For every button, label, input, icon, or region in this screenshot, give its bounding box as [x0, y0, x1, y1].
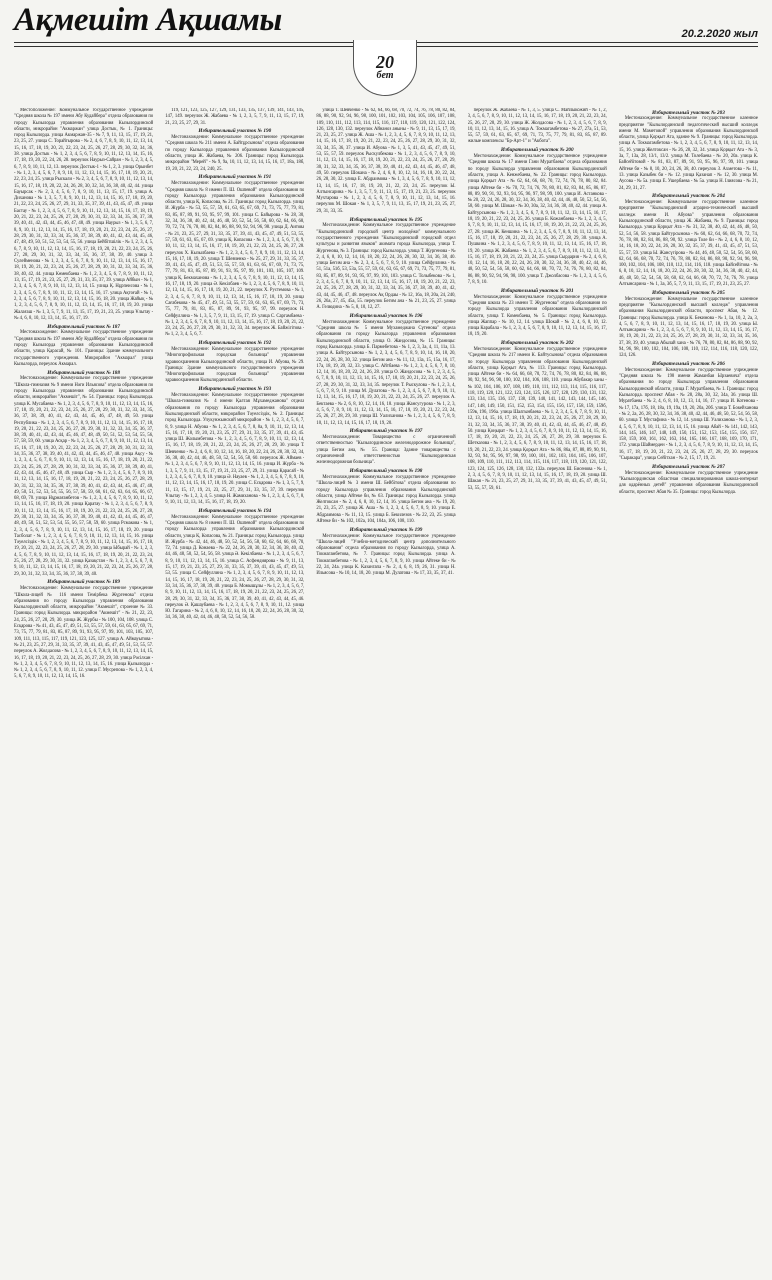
text-column-5	[619, 108, 758, 1272]
section-title: Избирательный участок № 187	[47, 323, 120, 330]
section-body: Местонахождение: Коммунальное государственное учреждение "Многопрофильная городская больница" управления здравоохранения Кызылординской области, улица И. Абуова, № 29. Граница: Здание коммунального государственного учреждения "Многопрофильная городская больница" управления здравоохранения Кызылординской области.	[165, 346, 305, 384]
section-title: Избирательный участок № 207	[652, 463, 725, 470]
section-body: Местонахождение: Коммунальное государственное учреждение "Средняя школа № 217 имени К. Байтусынова" отдела образования по городу Кызылорда управления образования Кызылординской области, улица Қорқыт Ата, № 113. Границы: город Кызылорда. улица Айтеке би - № 64, 66, 68, 70, 72, 74, 76, 78, 80, 82, 84, 86, 88, 90, 92, 94, 96, 98, 100, 102, 104, 106, 108, 110. улица Абубакир ханы - № 102, 104, 106, 107, 108, 109, 110, 111, 112, 113, 114, 115, 116, 117, 118, 119, 120, 121, 122, 123, 124, 125, 126, 127, 128, 129, 130, 131, 132, 133, 134, 135, 136, 137, 138, 139, 140, 141, 142, 143, 144, 145, 146, 147, 148, 149, 150, 151, 152, 153, 154, 155, 156, 157, 158, 159, 159б, 159в, 196, 196а. улица Шалгынбаева - № 1, 2, 3, 4, 5, 6, 7, 8, 9, 10, 11, 12, 13, 14, 15, 16, 17, 18, 19, 20, 21, 22, 23, 24, 25, 26, 27, 28, 29, 30, 31, 32, 33, 34, 35, 36, 37, 38, 39, 40, 41, 42, 43, 44, 45, 46, 47, 48, 49, 50. улица Қоңырат - № 1, 2, 3, 4, 5, 6, 7, 8, 9, 10, 11, 12, 13, 14, 15, 16, 17, 18, 19, 20, 21, 22, 23, 24, 25, 26, 27, 28, 29, 30. переулок Б. Шетказова - № 1, 2, 3, 4, 5, 6, 7, 8, 9, 10, 11, 12, 13, 14, 15, 16, 17, 18, 19, 20, 21, 22, 23, 24. улица Қорқыт Ата - № 86, 86а, 87, 88, 89, 90, 91, 92, 93, 94, 95, 96, 97, 98, 99, 100, 101, 102, 103, 104, 105, 106, 107, 108, 109, 110, 111, 112, 113, 114, 115, 116, 117, 118, 119, 120, 121, 122, 123, 124, 125, 126, 128, 130, 132, 132а. переулок Ш. Бисенова - № 1, 2, 3, 4, 5, 6, 7, 8, 9, 10, 11, 12, 13, 14, 15, 16, 17, 18, 19, 20. улица Ш. Шакая - № 21, 23, 25, 27, 29, 31, 33, 35, 37, 39, 41, 43, 45, 47, 49, 51, 53, 55, 57, 59, 61.	[467, 346, 607, 491]
section-title: Избирательный участок № 205	[652, 289, 725, 296]
section-body: Местонахождение: Товарищество с ограниченной ответственностью "Кызылординское железнодорожное больница", улица Бегим ана, № 55. Граница: Здание товарищества с ограниченной ответственностью "Кызылординская железнодорожная больница".	[316, 435, 456, 466]
section-title: Избирательный участок № 188	[47, 369, 120, 376]
section-body: улица Т. Шевченко - № 62, 64, 66, 68, 70, 72, 74, 76, 78, 80, 82, 84, 86, 88, 90, 92, 94, 96, 98, 100, 101, 102, 103, 104, 105, 106, 107, 108, 109, 110, 111, 112, 113, 114, 115, 116, 117, 118, 119, 120, 121, 122, 124, 126, 128, 130, 132. переулок Айнаноз аныны - № 9, 11, 13, 15, 17, 19, 21, 23, 25, 27. улица Ж. Аша - № 1, 2, 3, 4, 5, 6, 7, 8, 9, 10, 11, 12, 13, 14, 15, 16, 17, 18, 19, 20, 21, 22, 23, 24, 25, 26, 27, 28, 29, 30, 31, 32, 33, 34, 35, 36, 37. улица И. Абуова - № 1, 3, 5, 41, 43, 45, 47, 49, 51, 53, 55, 57, 59. переулок Рыскулбекова - № 1, 2, 3, 4, 5, 6, 7, 8, 9, 10, 11, 12, 13, 14, 15, 16, 17, 18, 19, 20, 21, 22, 23, 24, 25, 26, 27, 28, 29, 30, 31, 32, 33, 34, 35, 36, 37, 38, 39, 40, 41, 42, 43, 44, 45, 46, 47, 48, 49, 50. переулок Шокана - № 2, 4, 6, 8, 10, 12, 14, 16, 18, 20, 22, 24, 26, 28, 30, 32. улица Е. Абдраимова - № 1, 3, 4, 5, 6, 7, 8, 9, 10, 11, 12, 13, 14, 15, 16, 17, 18, 19, 20, 21, 22, 23, 24, 25. переулок Ы. Алтынсарина - № 1, 3, 5, 7, 9, 11, 13, 15, 17, 19, 21, 23, 25. переулок Мухтарова - № 1, 2, 3, 4, 5, 6, 7, 8, 9, 10, 11, 12, 13, 14, 15, 16. переулок М. Шокая - № 1, 3, 5, 7, 9, 11, 13, 15, 17, 19, 21, 23, 25, 27, 29, 31, 33, 35.	[316, 108, 456, 214]
section-title: Избирательный участок № 199	[349, 526, 423, 533]
text-column-1	[14, 108, 153, 1272]
section-body: Местонахождение: Коммунальное государственное казенное предприятие "Кызылординский аграрно-технический высший колледж имени И. Абуова" управления образования Кызылординской области, улица Ж. Жабаева, № 9. Границы: город Кызылорда. улица Қорқыт Ата - № 31, 32, 38, 40, 42, 44, 46, 48, 50, 52, 54, 56, 58. улица Байтурсынова - № 60, 62, 64, 66, 68, 70, 72, 74, 76, 78, 80, 82, 84, 86, 88, 90, 92. улица Толе би - № 2, 4, 6, 8, 10, 12, 14, 16, 18, 20, 22, 24, 26, 28, 30, 32, 35, 37, 39, 41, 43, 45, 47, 51, 53, 55, 57, 59. улица Ы. Жансүгірова - № 44, 46, 48, 50, 52, 54, 56, 58, 60, 62, 64, 66, 68, 70, 72, 74, 76, 78, 80, 82, 84, 86, 88, 90, 92, 94, 96, 98, 100, 102, 104, 106, 108, 110, 112, 114, 116, 118. улица Байсейітова - № 6, 8, 10, 12, 14, 16, 18, 20, 22, 24, 26, 28, 30, 32, 34, 36, 38, 40, 42, 44, 46, 48, 50, 52, 54, 56, 58, 60, 62, 64, 66, 68, 70, 72, 74, 76, 78. улица Алтынсарина - № 1, 3а, 3б, 5, 7, 9, 11, 13, 15, 17, 19, 21, 23, 25, 27.	[618, 200, 758, 288]
section-title: Избирательный участок № 190	[198, 128, 272, 135]
section-body: Местонахождение: Коммунальное государственное казенное предприятие "Кызылординский высший колледж" управления образования Кызылординской области, проспект Абая, № 12. Границы: город Кызылорда. улица К. Бекимова - № 1, 1а, 10, 2, 2а, 3, 4, 5, 6, 7, 8, 9, 10, 11, 12, 13, 14, 15, 16, 17, 18, 19, 20. улица Ы. Алтынсарина - № 1, 2, 3, 4, 5, 6, 7, 8, 9, 10, 11, 12, 13, 14, 15, 16, 17, 18, 19, 20, 21, 22, 23, 24, 25, 26, 27, 28, 29, 30, 31, 32, 33, 34, 35, 36, 37, 38, 39, 40. улица Абылай хана - № 76, 78, 80, 82, 84, 86, 88, 90, 92, 94, 96, 98, 100, 102, 104, 106, 108, 110, 112, 114, 116, 118, 120, 122, 124, 126.	[618, 296, 758, 359]
section-body: Местонахождение: Коммунальное государственное учреждение "Кызылординская областная специализированная школа-интернат для одарённых детей" управления образования Кызылординской области, проспект Абая № 35. Границы: город Кызылорда.	[618, 470, 758, 495]
section-body: Местонахождение: Коммунальное государственное учреждение "Кызылординский городской центр молодёжи" коммунального государственного учреждения "Кызылординский городской отдел культуры и развития языков" акимата города Кызылорда, улица Т. Жургенова, № 3. Границы: город Кызылорда. улица Т. Жургенова - № 2, 4, 6, 8, 10, 12, 14, 16, 18, 20, 22, 24, 26, 28, 30, 32, 34, 36, 38, 40. улица Бегим ана - № 2, 3, 4, 5, 6, 7, 8, 9, 10. улица Сейфуллина - № 51, 51а, 51б, 53, 53а, 55, 57, 59, 61, 63, 65, 67, 69, 71, 73, 75, 77, 79, 81, 83, 85, 87, 89, 91, 93, 95, 97, 99, 101, 103. улица С. Толыбекова - № 1, 2, 3, 4, 5, 6, 7, 8, 9, 10, 11, 12, 13, 14, 15, 16, 17, 18, 19, 20, 21, 22, 23, 24, 25, 26, 27, 28, 29, 30, 31, 32, 33, 34, 35, 36, 37, 38, 39, 40, 41, 42, 43, 44, 45, 46, 47, 48. переулок Ақ Ордаы - № 12, 16а, 18, 20а, 24, 240, 26, 26а, 27, 45, 45а, 55. переулок Бегим ана - № 21, 23, 25, 27. улица А. Гелюдина - № 5, 8, 10, 12, 27.	[316, 223, 456, 311]
section-body: переулок Ж. Жабаева - № 1, 3, 5. улица С. Майлыкожий - № 1, 2, 3, 4, 5, 6, 7, 8, 9, 10, 11, 12, 13, 14, 15, 16, 17, 18, 19, 20, 21, 22, 23, 24, 25, 26, 27, 28, 29, 30. улица Ж. Жолдасова - № 1, 2, 3, 4, 5, 6, 7, 8, 9, 10, 11, 12, 13, 14, 15, 16. улица А. Токмагамбетова - № 27, 27а, 51, 53, 55, 57, 59, 61, 63, 65, 67, 69, 71, 73, 75, 77, 79, 81, 83, 85, 87, 89. жилые комплексы "Бр-Арт-1" и "Акбота".	[467, 108, 607, 145]
section-title: Избирательный участок № 196	[349, 313, 423, 319]
section-title: Избирательный участок № 201	[500, 287, 574, 294]
anniversary-badge	[353, 40, 417, 96]
newspaper-masthead: Ақмешіт Ақшамы	[14, 2, 282, 38]
section-body: Местонахождение: Коммунальное государственное казенное предприятие "Кызылординский педагогический высший колледж имени М. Маметовой" управления образования Кызылординской области, улица Қорқыт Ата, здание № 9. Границы: город Кызылорда. улица А. Токмагамбетова - № 1, 2, 3, 4, 5, 6, 7, 8, 9, 10, 11, 12, 13, 14, 15, 16. улица Желтоксан - № 26, 28, 32, 34. улица Қорқыт Ата - № 3, 3а, 7, 13а, 28, 13/1, 13/2. улица М. Толебаева - № 20, 20а. улица К. Байсейітовой - № 81, 83, 87, 89, 91, 93, 95, 96, 97, 99, 101. улица Айтеке би - № 8, 10, 20, 24, 26, 38, 40. переулок З. Ахметова - № 11, 13. улица Казыбек би - № 12. улица Қазанап - № 12, 30. улица М. Аусова - № 5а. улица Е. Ушербаева - № 5а. улица Н. Ілиясова - № 21, 24, 29, 31, 27.	[618, 116, 758, 191]
section-body: Местонахождение: Коммунальное государственное учреждение "Школа-гимназия № 4 имени Қалтая Мұхамеджанова" отдела образования по городу Кызылорда управления образования Кызылординской области, микрорайон Тәуелсіздік, № 2. Границы: город Кызылорда. Улукунжынский микрорайон - № 1, 2, 3, 4, 5, 6, 7, 8, 9. улица Н. Абуова - № 1, 2, 3, 4, 5, 6, 7, 8, 8а, 9, 10, 11, 12, 13, 14, 15, 16, 17, 18, 19, 20, 21, 23, 25, 27, 29, 31, 33, 35, 37, 39, 41, 43, 45. улица Ш. Жолымбетова - № 1, 2, 3, 4, 5, 6, 7, 8, 9, 10, 11, 12, 13, 14, 15, 16, 17, 18, 19, 20, 21, 22, 23, 24, 25, 26, 27, 28, 29, 30. улица Т. Шевченко - № 2, 4, 6, 8, 10, 12, 14, 16, 18, 20, 22, 24, 26, 28, 30, 32, 34, 36, 38, 40, 42, 44, 46, 48, 50, 52, 54, 56, 58, 60. переулок Ж. Аймаев - № 1, 2, 3, 4, 5, 6, 7, 8, 9, 10, 11, 12, 13, 14, 15, 16. улица И. Жүрба - № 1, 3, 5, 7, 9, 11, 13, 15, 17, 19, 21, 23, 25, 27, 29, 31. улица Қарасай - № 1, 2, 3, 4, 5, 6, 7, 8, 9, 10. улица Ә. Науаев - № 1, 2, 3, 4, 5, 6, 7, 8, 9, 10, 11, 12, 13, 14, 15, 16, 17, 18, 19, 20. улица С. Есқарова - № 1, 3, 5, 7, 9, 11, 13, 15, 17, 19, 21, 23, 25, 27, 29, 31, 33, 35, 37, 39. переулок Ұлытау - № 1, 2, 3, 4, 5. улица Н. Жамиханова - № 1, 2, 3, 4, 5, 6, 7, 8, 9, 10, 11, 12, 13, 14, 15, 16, 17, 18, 19, 20.	[165, 393, 305, 506]
section-title: Избирательный участок № 189	[47, 579, 120, 586]
section-title: Избирательный участок № 197	[349, 428, 423, 435]
page-header	[0, 0, 772, 96]
section-title: Избирательный участок № 191	[198, 174, 272, 181]
section-body: Местонахождение: Коммунальное государственное учреждение "Средняя школа № 23 имени Т. Жүргенова" отдела образования по городу Кызылорда управления образования Кызылординской области, улица Т. Комекбаева, № 5. Границы: город Кызылорда. улица Жаппар - № 10, 12, 14. улица Шокай - № 2, 4, 6, 8, 10, 12. улица Карабала - № 1, 2, 3, 4, 5, 6, 7, 8, 9, 10, 11, 12, 13, 14, 15, 16, 17, 18, 19, 20.	[467, 294, 607, 338]
section-title: Избирательный участок № 192	[198, 340, 272, 347]
section-body: Местонахождение: Коммунальное государственное учреждение "Школа-лицей № 116 имени Темірбека Жүргенова" отдела образования по городу Кызылорда управления образования Кызылординской области, микрорайон "Акмешіт", строение № 33. Границы: город Кызылорда. микрорайон "Акмешіт" - № 21, 22, 23, 24, 25, 26, 27, 28, 29, 30. улица Ж. Жүрбы - № 100, 104, 108. улица С. Есқарова - № 41, 43, 45, 47, 49, 51, 53, 55, 57, 59, 61, 63, 65, 67, 69, 71, 73, 75, 77, 79, 81, 83, 85, 87, 89, 91, 93, 95, 97, 99, 101, 103, 105, 107, 109, 111, 113, 115, 117, 119, 121, 123, 125, 127. улица А. Аймауытова - № 21, 23, 25, 27, 29, 31, 33, 35, 37, 39, 41, 43, 45, 47, 49, 51, 53, 55, 57. переулок А. Жолдасова - № 1, 2, 3, 4, 5, 6, 7, 8, 9, 10, 11, 12, 13, 14, 15, 16, 17, 18, 19, 20, 21, 22, 23, 24, 25, 26, 27, 28, 29, 30. улица Рәсілхан - № 1, 2, 3, 4, 5, 6, 7, 8, 9, 10, 11, 12, 13, 14, 15, 16. улица Қызылорда - № 1, 2, 3, 4, 5, 6, 7, 8, 9, 10, 11, 12. улица Г. Мусрепова - № 1, 2, 3, 4, 5, 6, 7, 8, 9, 10, 11, 12, 13, 14, 15, 16.	[14, 586, 154, 680]
text-column-3	[316, 108, 455, 1272]
anniversary-word: бет	[376, 70, 394, 81]
section-body: Местонахождение: Коммунальное государственное учреждение "Школа-лицей № 3 имени Ш. Бейбітова" отдела образования по городу Кызылорда управления образования Кызылординской области, улица Айтеке би, № 63. Границы: город Кызылорда. улица Желтоксан - № 2, 4, 6, 8, 10, 12, 14, 16. улица Бегим ана - № 19, 20, 21, 23, 25, 27. улица Ж. Аша - № 1, 2, 3, 4, 5, 6, 7, 8, 9, 10. улица Е. Абдраимова - № 11, 13, 15. улица Б. Бекилезов - № 22, 23, 25. улица Айтеке би - № 102, 102а, 104, 104а, 106, 108, 110.	[316, 474, 456, 524]
section-body: 119, 121, 123, 125, 127, 129, 131, 133, 135, 137, 139, 141, 143, 145, 147, 149. переулок Ж. Жабаева - № 1, 2, 3, 5, 7, 9, 11, 13, 15, 17, 19, 21, 23, 25, 27, 29, 31.	[165, 108, 305, 126]
section-title: Избирательный участок № 202	[500, 340, 574, 347]
section-body: Местонахождение: Коммунальное государственное учреждение "Средняя школа № 5 имени Мухамеджана Сүтенова" отдела образования по городу Кызылорда управления образования Кызылординской области, улица О. Жандосова, № 15. Границы: город Кызылорда. улица Б. Пармебетова - № 1, 2, 3, 3а, 4, 11, 11а, 13. улица А. Байтурсынова - № 1, 2, 3, 4, 5, 6, 7, 8, 9, 10, 14, 16, 18, 20, 22, 24, 26, 28, 30, 32. улица Бегим ана - № 11, 12, 13а, 15, 15а, 16, 17, 17а, 18, 19, 20, 32, 33. улица С. Айтбаева - № 1, 2, 3, 4, 5, 6, 7, 8, 10, 12, 14, 16, 18, 20, 22, 24, 26, 28. улица О. Жандосова - № 1, 2, 3, 4, 5, 6, 7, 8, 9, 10, 11, 12, 13, 14, 15, 16, 17, 18, 19, 20, 21, 22, 23, 24, 25, 26, 27, 28, 29, 30, 31, 32, 33, 34, 35. переулок Т. Рыскулова - № 1, 2, 3, 4, 5, 6, 7, 8, 9, 10. улица М. Дулатова - № 1, 2, 3, 4, 5, 6, 7, 8, 9, 10, 11, 12, 13, 14, 15, 16, 17, 18, 19, 20, 21, 22, 23, 24, 25, 26, 27. переулок А. Бектаева - № 2, 6, 8, 10, 12, 14, 16, 18. улица Жансугурова - № 1, 2, 3, 4, 5, 6, 7, 8, 9, 10, 11, 12, 13, 14, 15, 16, 17, 18, 19, 20, 21, 22, 23, 24, 25, 26, 27, 28, 29, 30. улица Ш. Уалиханова - № 1, 2, 3, 4, 5, 6, 7, 8, 9, 10, 11, 12, 13, 14, 15, 16, 17, 18, 19, 20.	[316, 319, 456, 426]
text-column-2	[165, 108, 304, 1272]
section-title: Избирательный участок № 198	[349, 468, 423, 475]
section-body: Местонахождение: Коммунальное государственное учреждение "Средняя школа № 198 имени Жаманбая Ырзаевича" отдела образования по городу Кызылорда управления образования Кызылординской области, улица Г. Муратбаева, № 1. Границы: город Кызылорда. проспект Абая - № 28, 28а, 30, 32, 34а, 36. улица Ш. Муратбаева - № 2, 4, 6, 8, 10, 12, 13, 14, 16, 17. улица И. Котенова - № 17, 17а, 17б, 18, 18а, 19, 19а, 19, 20, 20а, 20б. улица Т. Бокейханова - № 2, 2а, 26, 28, 30, 32, 34, 36, 38, 40, 42, 44, 46, 48, 50, 52, 54, 56, 58, 60. улица Т. Мустафина - № 12, 14. улица Ш. Уалиханова - № 1, 2, 3, 4, 5, 6, 7, 8, 9, 10, 11, 12, 13, 14, 15, 16. улица Абай - № 141, 142, 143, 144, 145, 146, 147, 148, 149, 150, 151, 152, 153, 154, 155, 156, 157, 158, 159, 160, 161, 162, 163, 164, 165, 166, 167, 168, 169, 170, 171, 172. улица Шаймерден - № 1, 2, 3, 4, 5, 6, 7, 8, 9, 10, 11, 12, 13, 14, 15, 16, 17, 18, 19, 20, 21, 22, 23, 24, 25, 26, 27, 28, 29, 30. переулок "Сыракара", улица Сейітхан - № 2, 15, 17, 19, 21.	[618, 367, 758, 462]
section-body: Местонахождение: Коммунальное государственное учреждение "Средняя школа № 17 имени Гани Муратбаева" отдела образования по городу Кызылорда управления образования Кызылординской области, улица А. Кенжебаева, № 22. Границы: город Кызылорда. улица Қорқыт Ата - № 62, 64, 66, 68, 70, 72, 74, 76, 78, 80, 82, 84. улица Айтеке би - № 70, 72, 74, 76, 78, 80, 81, 82, 83, 84, 85, 86, 87, 88, 89, 90, 91, 92, 93, 94, 95, 96, 97, 98, 99, 100. улица И. Астанкова - № 20, 22, 24, 26, 28, 30, 32, 34, 36, 38, 40, 42, 44, 46, 48, 50, 52, 54, 56, 58, 60. улица М. Шокая - № 30, 30а, 32, 34, 36, 38, 40, 42, 44. улица А. Байтурсынова - № 1, 2, 3, 4, 5, 6, 7, 8, 9, 10, 11, 12, 13, 14, 15, 16, 17, 18, 19, 20, 21, 22, 23, 24, 25, 26. улица Б. Кожанбаева - № 1, 2, 3, 4, 5, 6, 7, 8, 9, 10, 11, 12, 13, 14, 15, 16, 17, 18, 19, 20, 21, 22, 23, 24, 25, 26, 27, 28. улица Ж. Кеншина - № 1, 2, 3, 4, 5, 6, 7, 8, 9, 10, 11, 12, 13, 14, 15, 16, 17, 18, 19, 20, 21, 22, 23, 24, 25, 26, 27, 28, 29, 30. улица А. Пушкина - № 1, 2, 3, 4, 5, 6, 7, 8, 9, 10, 11, 12, 13, 14, 15, 16, 17, 18, 19, 20. улица Ж. Жабаева - № 1, 2, 3, 4, 5, 6, 7, 8, 9, 10, 11, 12, 13, 14, 15, 16, 17, 18, 19, 20, 21, 22, 23, 24, 25. улица Сырдария - № 2, 4, 6, 8, 10, 12, 14, 16, 18, 20, 22, 24, 26, 28, 30, 32, 34, 36, 38, 40, 42, 44, 46, 48, 50, 52, 54, 56, 58, 60, 62, 64, 66, 68, 70, 72, 74, 76, 78, 80, 82, 84, 86, 88, 90, 92, 94, 96, 98, 100. улица Т. Джолбасова - № 1, 2, 3, 4, 5, 6, 7, 8, 9, 10.	[467, 154, 607, 286]
section-body: Местоположение: Коммунальное государственное учреждение "Средняя школа № 197 имени Абу Кудайбера" отдела образования по городу Кызылорда управления образования Кызылординской области, микрорайон "Акмаржан" улица Достык, № 1. Границы: город Кызылорда. улица Акмаржан-35 - № 7, 9, 11, 13, 15, 17, 19, 21, 23, 25, 27. улица С. Торайгырова - № 2, 4, 6, 7, 8, 9, 10, 11, 12, 13, 14, 15, 16, 17, 18, 19, 20, 21, 22, 23, 24, 25, 26, 27, 28, 29, 30, 32, 34, 36, 38. улица Достык - № 1, 2, 3, 4, 5, 6, 7, 8, 9, 10, 11, 12, 13, 14, 15, 16, 17, 18, 19, 20, 22, 24, 26, 28. переулок Наурыз-Сайран - № 1, 2, 3, 4, 5, 6, 7, 8, 9, 10, 11, 12, 13. переулок Достык-1 - № 1, 2, 3. улица Орынбет - № 1, 2, 3, 4, 5, 6, 7, 8, 9, 10, 11, 12, 13, 14, 15, 16, 17, 18, 19, 20, 21, 22, 23, 24, 25. улица Рыскали - № 2, 3, 4, 5, 6, 7, 8, 9, 10, 11, 12, 13, 14, 15, 16, 17, 18, 19, 20, 22, 24, 26, 28, 30, 32, 34, 36, 38, 40, 42, 44. улица Бауырсак - № 2, 3, 4, 5, 6, 7, 8, 9, 10, 11, 13, 15, 17, 19. улица А. Диханова - № 1, 3, 5, 7, 8, 9, 10, 11, 12, 13, 14, 15, 16, 17, 18, 19, 20, 21, 22, 23, 24, 25, 26, 27, 29, 31, 33, 35, 37, 39, 41, 43, 45, 47, 49. улица Бастау - № 1, 2, 3, 4, 5, 6, 7, 8, 9, 10, 11, 12, 13, 14, 15, 16, 17, 18, 19, 20, 21, 22, 23, 24, 25, 26, 27, 28, 29, 30, 31, 32, 33, 34, 35, 36, 37, 38, 39, 40, 41, 42, 43, 44, 45, 46, 47, 48, 49. улица Наурыз - № 1, 3, 5, 6, 7, 8, 9, 10, 11, 12, 13, 14, 15, 16, 17, 18, 19, 20, 21, 22, 23, 24, 25, 26, 27, 28, 29, 30, 31, 32, 33, 34, 35, 36, 37, 38, 39, 40, 41, 42, 43, 44, 45, 46, 47, 48, 49, 50, 51, 52, 53, 54, 55, 56. улица Бейбітшілік - № 1, 2, 3, 4, 5, 6, 7, 8, 9, 10, 11, 12, 13, 14, 15, 16, 17, 18, 19, 20, 21, 22, 23, 24, 25, 26, 27, 28, 29, 30, 31, 32, 33, 34, 35, 36, 37, 38, 39, 40. улица З. Сулейменова - № 1, 2, 3, 4, 5, 6, 7, 8, 9, 10, 11, 12, 13, 14, 15, 16, 17, 18, 19, 20, 21, 22, 23, 24, 25, 26, 27, 28, 29, 30, 31, 32, 33, 34, 35, 36, 38, 40, 42, 44. улица Көмекбаева - № 1, 2, 3, 4, 5, 6, 7, 8, 9, 10, 11, 12, 13, 15, 17, 19, 21, 23, 25, 27, 29, 31, 33, 35, 37, 39. улица Айбын - № 1, 2, 3, 4, 5, 6, 7, 8, 9, 10, 11, 12, 13, 14, 15. улица Қ. Нұрпеисова - № 1, 2, 3, 4, 5, 6, 7, 8, 9, 10, 11, 12, 13, 14, 15, 16, 17. улица Ақтоғай - № 1, 2, 3, 4, 5, 6, 7, 8, 9, 10, 11, 12, 13, 14, 15, 16, 18, 20. улица Жайық - № 1, 2, 3, 4, 5, 6, 7, 8, 9, 10, 11, 12, 13, 14, 15, 16, 17, 18, 19, 20. улица Жалағаш - № 1, 3, 5, 7, 9, 11, 13, 15, 17, 19, 21, 23, 25. улица Ұлытау - № 4, 6, 8, 10, 12, 13, 14, 15, 16, 17, 19.	[14, 108, 154, 321]
section-body: Местонахождение: Коммунальное государственное учреждение "Школа-лицей "Учебно-методический центр дополнительного образования" отдела образования по городу Кызылорда, улица А. Токмагамбетова, № 7. Границы: город Кызылорда. улица А. Токмагамбетова - № 1, 2, 3, 4, 5, 6, 7, 8, 9, 10. улица Айтеке би - № 22, 24, 24а. улица К. Казангапа - № 2, 4, 6, 8, 19, 26, 31. улица Н. Ильясова - № 10, 14, 18, 20. улица М. Дулатова - № 17, 33, 35, 37, 41.	[316, 533, 456, 577]
issue-date: 20.2.2020 жыл	[681, 28, 758, 40]
section-title: Избирательный участок № 206	[652, 361, 725, 368]
section-body: Местонахождение: Коммунальное государственное учреждение "Средняя школа № 8 имени П. Ш. Ошпевой" отдела образования по городу Кызылорда управления образования Кызылординской области, улица Қ. Копасова, № 21. Границы: город Кызылорда. улица И. Жүрба - № 53, 55, 57, 59, 61, 63, 65, 67, 69, 71, 73, 75, 77, 79, 81, 83, 85, 87, 89, 91, 93, 95, 97, 99, 101. улица С. Байырова - № 28, 30, 32, 34, 36, 38, 40, 42, 44, 46, 48, 50, 52, 54, 56, 58, 60, 62, 64, 66, 68, 70, 72, 74, 76, 78, 80, 82, 84, 86, 88, 90, 92, 94, 96, 98. улица Д. Аитова - № 21, 23, 25, 27, 29, 31, 33, 35, 37, 39, 41, 43, 45, 47, 49, 51, 53, 55, 57, 59, 61, 63, 65, 67, 69. улица Қ. Копасова - № 1, 2, 3, 4, 5, 6, 7, 8, 9, 10, 11, 12, 13, 14, 15, 16, 17, 18, 19, 20, 21, 22, 23, 24, 25, 26, 27, 28. переулок Х. Кызылбаева - № 1, 2, 3, 4, 5, 6, 7, 8, 9, 10, 11, 12, 13, 14, 15, 16, 17, 18, 19, 20. улица Т. Шевченко - № 25, 27, 29, 31, 33, 35, 37, 39, 41, 43, 45, 47, 49, 51, 53, 55, 57, 59, 61, 63, 65, 67, 69, 71, 73, 75, 77, 79, 81, 83, 85, 87, 89, 91, 93, 95, 97, 99, 101, 103, 105, 107, 109. улица Қ. Бекмаханова - № 1, 2, 3, 4, 5, 6, 7, 8, 9, 10, 11, 12, 13, 14, 15, 16, 17, 18, 19, 20. улица Ә. Кекілбаев - № 1, 2, 3, 4, 5, 6, 7, 8, 9, 10, 11, 12, 13, 14, 15, 16, 17, 18, 19, 20, 21, 22. переулок Х. Рустемова - № 1, 2, 3, 4, 5, 6, 7, 8, 9, 10, 11, 12, 13, 14, 15, 16, 17, 18, 19, 20. улица Сағабекова - № 45, 47, 49, 51, 53, 55, 57, 59, 61, 63, 65, 67, 69, 71, 73, 75, 77, 79, 81, 83, 85, 87, 89, 91, 93, 95, 97, 99. переулок Н. Сейфуллина - № 1, 3, 5, 7, 9, 11, 13, 15, 17, 19. улица С. Саргамбаева - № 1, 2, 3, 4, 5, 6, 7, 8, 9, 10, 11, 12, 13, 14, 15, 16, 17, 18, 19, 20, 21, 22, 23, 24, 25, 26, 27, 28, 29, 30, 31, 32, 33, 34. переулок Ж. Байжігітова - № 1, 2, 3, 4, 5, 6, 7.	[165, 181, 305, 338]
section-title: Избирательный участок № 194	[198, 507, 272, 514]
article-columns	[14, 108, 758, 1272]
text-column-4	[468, 108, 607, 1272]
section-title: Избирательный участок № 200	[500, 147, 574, 154]
anniversary-number: 20	[376, 52, 394, 72]
section-title: Избирательный участок № 204	[652, 193, 725, 200]
section-title: Избирательный участок № 195	[349, 216, 423, 223]
section-body: Местонахождение: Коммунальное государственное учреждение "Средняя школа № 8 имени П. Ш. Ошпевой" отдела образования по городу Кызылорда управления образования Кызылординской области, улица Қ. Копасова, № 21. Границы: город Кызылорда. улица И. Жүрба - № 42, 44, 46, 48, 50, 52, 54, 56, 58, 60, 62, 64, 66, 68, 70, 72, 74. улица Д. Конаева - № 22, 24, 26, 28, 30, 32, 34, 36, 38, 40, 42, 44, 46, 48, 50, 52, 54, 56, 58. улица Ә. Кекілбаева - № 1, 2, 3, 4, 5, 6, 7, 8, 9, 10, 11, 12, 13, 14, 15, 16. улица С. Асфендиярова - № 9, 11, 13, 15, 17, 19, 21, 23, 25, 27, 29, 31, 33, 35, 37, 39, 41, 43, 45, 47, 49, 51, 53, 55. улица С. Сейфуллина - № 1, 2, 3, 4, 5, 6, 7, 8, 9, 10, 11, 12, 13, 14, 15, 16, 17, 18, 19, 20, 21, 22, 23, 24, 25, 26, 27, 28, 29, 30, 31, 32, 33, 34, 35, 36, 37, 38, 39, 40. улица Б. Момышұлы - № 1, 2, 3, 4, 5, 6, 7, 8, 9, 10, 11, 12, 13, 14, 15, 16, 17, 18, 19, 20, 21, 22, 23, 24, 25, 26, 27, 28, 29, 30, 31, 32, 33, 34, 35, 36, 37, 38, 39, 40, 41, 42, 43, 44, 45, 46. переулок Ә. Қашаубаева - № 1, 2, 3, 4, 5, 6, 7, 8, 9, 10, 11, 12. улица Ю. Гагарина - № 2, 4, 6, 8, 10, 12, 14, 16, 18, 20, 22, 24, 26, 28, 30, 32, 34, 36, 38, 40, 42, 44, 46, 48, 50, 52, 54, 56, 58.	[165, 514, 305, 621]
section-title: Избирательный участок № 203	[652, 109, 725, 116]
section-body: Местонахождение: Коммунальное государственное учреждение "Школа-гимназия № 9 имени Нәги Ильясова" отдела образования по городу Кызылорда управления образования Кызылординской области, микрорайон "Акмешіт", № 54. Границы: город Кызылорда. улица К. Мусабаева - № 1, 2, 3, 4, 5, 6, 7, 8, 9, 10, 11, 12, 13, 14, 15, 16, 17, 18, 19, 20, 21, 22, 23, 24, 25, 26, 27, 28, 29, 30, 31, 32, 33, 34, 35, 36, 37, 38, 39, 40, 41, 42, 43, 44, 45, 46, 47, 48, 49, 50. улица Республика - № 1, 2, 3, 4, 5, 6, 7, 8, 9, 10, 11, 12, 13, 14, 15, 16, 17, 18, 19, 20, 21, 22, 23, 24, 25, 26, 27, 28, 29, 30, 31, 32, 33, 34, 35, 36, 37, 38, 39, 40, 41, 42, 43, 44, 45, 46, 47, 48, 49, 50, 51, 52, 53, 54, 55, 56, 57, 58, 59, 60. улица Асқар - № 1, 2, 3, 4, 5, 6, 7, 8, 9, 10, 11, 12, 13, 14, 15, 16, 17, 18, 19, 20, 21, 22, 23, 24, 25, 26, 27, 28, 29, 30, 31, 32, 33, 34, 35, 36, 37, 38, 39, 40, 41, 42, 43, 44, 45, 46, 47, 48. улица Ақсу - № 1, 2, 3, 4, 5, 6, 7, 8, 9, 10, 11, 12, 13, 14, 15, 16, 17, 18, 19, 20, 21, 22, 23, 24, 25, 26, 27, 28, 29, 30, 31, 32, 33, 34, 35, 36, 37, 38, 39, 40, 41, 42, 43, 44, 45, 46, 47, 48, 49. улица Сыр - № 1, 2, 3, 4, 5, 6, 7, 8, 9, 10, 11, 12, 13, 14, 15, 16, 17, 18, 19, 20, 21, 22, 23, 24, 25, 26, 27, 28, 29, 30, 31, 32, 33, 34, 35, 36, 37, 38, 39, 40, 41, 42, 43, 44, 45, 46, 47, 48, 49, 50, 51, 52, 53, 54, 55, 56, 57, 58, 59, 60, 61, 62, 63, 64, 65, 66, 67, 68, 69, 70. улица Нұрмағанбетов - № 1, 2, 3, 4, 5, 6, 7, 8, 9, 10, 11, 12, 13, 14, 15, 16, 17, 18, 19, 20. улица Қаратау - № 1, 2, 3, 4, 5, 6, 7, 8, 9, 10, 11, 12, 13, 14, 15, 16, 17, 18, 19, 20, 21, 22, 23, 24, 25, 26, 27, 28, 29, 30, 31, 32, 33, 34, 35, 36, 37, 38, 39, 40, 41, 42, 43, 44, 45, 46, 47, 48, 49, 50, 51, 52, 53, 54, 55, 56, 57, 58, 59, 60. улица Рсмакова - № 1, 2, 3, 4, 5, 6, 7, 8, 9, 10, 11, 12, 13, 14, 15, 16, 17, 18, 19, 20. улица Тасболат - № 1, 2, 3, 4, 5, 6, 7, 8, 9, 10, 11, 12, 13, 14, 15, 16. улица Тәуелсіздік - № 1, 2, 3, 4, 5, 6, 7, 8, 9, 10, 11, 12, 13, 14, 15, 16, 17, 18, 19, 20, 21, 22, 23, 24, 25, 26, 27, 28, 29, 30. улица Ыбырай - № 1, 2, 3, 4, 5, 6, 7, 8, 9, 10, 11, 12, 13, 14, 15, 16, 17, 18, 19, 20, 21, 22, 23, 24, 25, 26, 27, 28, 29, 30, 31, 32. улица Қазақстан - № 1, 2, 3, 4, 5, 6, 7, 8, 9, 10, 11, 12, 13, 14, 15, 16, 17, 18, 19, 20, 21, 22, 23, 24, 25, 26, 27, 28, 29, 30, 31, 32, 33, 34, 35, 36, 37, 38, 39, 40.	[14, 376, 154, 577]
section-body: Местонахождение: Коммунальное государственное учреждение "Средняя школа № 197 имени Абу Кудайбера" отдела образования по городу Кызылорда управления образования Кызылординской области, улица Қарасай, № 101. Границы: Здание коммунального государственного учреждения. Микрорайон "Акмарал" улица Кызылорда, переулок Акмарал.	[14, 330, 154, 367]
section-body: Местонахождение: Коммунальное государственное учреждение "Средняя школа № 211 имени А. Байтұрсынова" отдела образования по городу Кызылорда управления образования Кызылординской области, улица Ж. Жабаева, № 206. Границы: город Кызылорда. микрорайон "Мерей" - № 9, 9а, 10, 11, 12, 13, 14, 15, 16, 17, 18а, 18б, 19, 20, 21, 22, 23, 24, 240, 25.	[165, 135, 305, 172]
section-title: Избирательный участок № 193	[198, 386, 272, 393]
